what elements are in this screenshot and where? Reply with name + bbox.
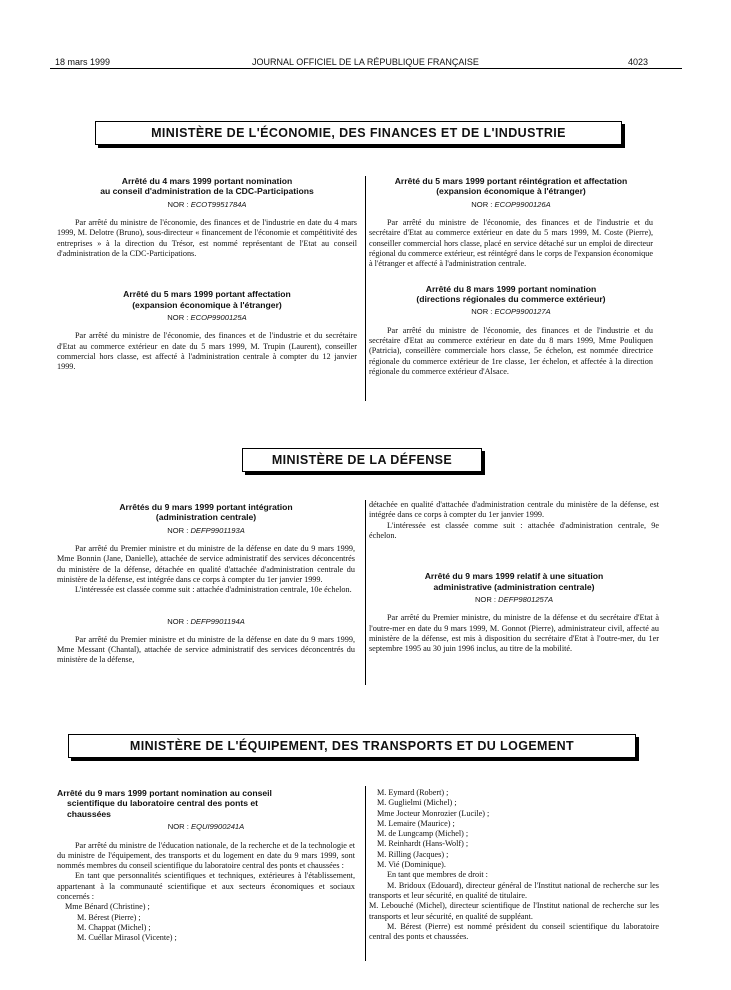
article-text: M. Bérest (Pierre) est nommé président du conseil scientifique du laboratoire central des ponts et chaussées. [369,921,659,942]
member-item: M. Chappat (Michel) ; [77,922,151,932]
ministry-economie-heading: MINISTÈRE DE L'ÉCONOMIE, DES FINANCES ET DE L'INDUSTRIE [95,121,622,145]
column-divider [365,786,366,961]
member-item: M. Reinhardt (Hans-Wolf) ; [377,839,469,849]
article-text: Par arrêté du ministre de l'éducation nationale, de la recherche et de la technologie et du ministre de l'équipement, des transports et du logement en date du 9 mars 1999, sont nommés membres du conseil scientifique du laboratoire central des ponts et chaussées : [57,840,355,871]
member-item: Mme Bénard (Christine) ; [65,902,150,912]
nor-reference: NOR : ECOT9951784A [167,199,247,209]
nor-reference: NOR : DEFP9801257A [474,595,554,604]
nor-reference: NOR : ECOP9900126A [471,199,551,209]
header-journal: JOURNAL OFFICIEL DE LA RÉPUBLIQUE FRANÇAISE [252,57,479,67]
article-text: Par arrêté du Premier ministre, du ministre de la défense et du secrétaire d'Etat à l'outre-mer en date du 9 mars 1999, M. Gonnot (Pierre), administrateur civil, affecté au ministère de la défense, est mis à disposition du secrétaire d'Etat à l'outre-mer, du 1er septembre 1995 au 30 juin 1996 inclus, au titre de la mobilité. [369,613,659,654]
nor-reference: NOR : EQUI9900241A [167,822,245,832]
member-item: M. Vié (Dominique). [377,860,446,870]
ministry-equipement-heading: MINISTÈRE DE L'ÉQUIPEMENT, DES TRANSPORTS ET DU LOGEMENT [68,734,636,758]
column-divider [365,500,366,685]
article-title: Arrêtés du 9 mars 1999 portant intégration (administration centrale) [119,502,293,523]
header-rule [50,68,682,69]
article-text: Par arrêté du ministre de l'économie, des finances et de l'industrie et du secrétaire d'Etat au commerce extérieur en date du 5 mars 1999, M. Trupin (Laurent), conseiller commercial hors classe, est affecté à l'administration centrale à compter du 12 janvier 1999. [57,331,357,372]
member-item: M. Bérest (Pierre) ; [77,912,141,922]
column-divider [365,176,366,401]
article-text: En tant que membres de droit : [387,870,488,880]
article-title: Arrêté du 8 mars 1999 portant nomination (directions régionales du commerce extérieur) [416,283,606,304]
nor-reference: NOR : ECOP9900127A [471,307,551,317]
member-item: M. Lemaire (Maurice) ; [377,818,455,828]
member-item: M. Rilling (Jacques) ; [377,849,449,859]
header-date: 18 mars 1999 [55,57,111,67]
article-title: Arrêté du 9 mars 1999 portant nomination au conseil scientifique du laboratoire central des ponts et chaussées [57,788,272,819]
article-text: L'intéressée est classée comme suit : attachée d'administration centrale, 9e échelon. [369,520,659,540]
member-item: M. Eymard (Robert) ; [377,788,449,797]
article-title: Arrêté du 5 mars 1999 portant affectation (expansion économique à l'étranger) [123,289,291,310]
left-column-defense [57,502,355,666]
nor-reference: NOR : ECOP9900125A [167,313,247,323]
left-column-economie [57,176,357,373]
article-title: Arrêté du 4 mars 1999 portant nomination au conseil d'administration de la CDC-Participations [100,176,314,197]
article-text: Par arrêté du Premier ministre et du ministre de la défense en date du 9 mars 1999, Mme Bonnin (Jane, Danielle), attachée de service administratif des services déconcentrés du ministère de la défense, détachée en qualité d'attachée d'administration centrale du ministère de la défense, est intégrée dans ce corps à compter du 1er janvier 1999. [57,544,355,584]
ministry-defense-heading: MINISTÈRE DE LA DÉFENSE [242,448,482,472]
article-title: Arrêté du 5 mars 1999 portant réintégration et affectation (expansion économique à l'étranger) [394,176,628,197]
article-text: En tant que personnalités scientifiques et techniques, extérieures à l'établissement, appartenant à la communauté scientifique et aux secteurs économiques et sociaux concernés : [57,871,355,901]
member-item: Mme Jocteur Monrozier (Lucile) ; [377,808,490,818]
right-column-defense [369,500,659,654]
right-column-equipement [369,788,659,942]
article-text: M. Bridoux (Edouard), directeur général de l'Institut national de recherche sur les transports et leur sécurité, en qualité de titulaire. [369,880,659,900]
left-column-equipement [57,788,355,943]
article-text: L'intéressée est classée comme suit : attachée d'administration centrale, 10e échelon. [75,585,352,595]
member-item: M. Cuéllar Mirasol (Vicente) ; [77,933,177,943]
article-text: Par arrêté du Premier ministre et du ministre de la défense en date du 9 mars 1999, Mme Messant (Chantal), attachée de service administratif des services déconcentrés du ministère de la défense, [57,634,355,665]
article-text: Par arrêté du ministre de l'économie, des finances et de l'industrie et du secrétaire d'Etat au commerce extérieur en date du 8 mars 1999, Mme Pouliquen (Patricia), conseillère commerciale hors classe, 5e échelon, est nommée directrice régionale du commerce extérieur de 1re classe, 1er échelon, et affectée à la direction régionale du commerce extérieur d'Alsace. [369,325,653,376]
article-text: M. Lebouché (Michel), directeur scientifique de l'Institut national de recherche sur les transports et leur sécurité, en qualité de suppléant. [369,901,659,921]
article-text: Par arrêté du ministre de l'économie, des finances et de l'industrie en date du 4 mars 1999, M. Delotre (Bruno), sous-directeur « financement de l'économie et compétitivité des entreprises » à la direction du Trésor, est nommé représentant de l'Etat au conseil d'administration de la CDC-Participations. [57,218,357,258]
right-column-economie [369,176,653,377]
article-text: Par arrêté du ministre de l'économie, des finances et de l'industrie et du secrétaire d'Etat au commerce extérieur en date du 5 mars 1999, M. Coste (Pierre), conseiller commercial hors classe, placé en service détaché sur un emploi de directeur régional du commerce extérieur, est réintégré dans le corps de l'expansion économique à l'étranger et affecté à l'administration centrale. [369,218,653,269]
nor-reference: NOR : DEFP9901193A [167,525,245,535]
member-item: M. Guglielmi (Michel) ; [377,798,457,808]
header-page-number: 4023 [628,57,649,67]
article-title: Arrêté du 9 mars 1999 relatif à une situation administrative (administration centrale) [424,571,604,592]
article-text-continued: détachée en qualité d'attachée d'administration centrale du ministère de la défense, est intégrée dans ce corps à compter du 1er janvier 1999. [369,500,659,520]
member-item: M. de Lungcamp (Michel) ; [377,829,469,839]
nor-reference: NOR : DEFP9901194A [167,616,245,626]
